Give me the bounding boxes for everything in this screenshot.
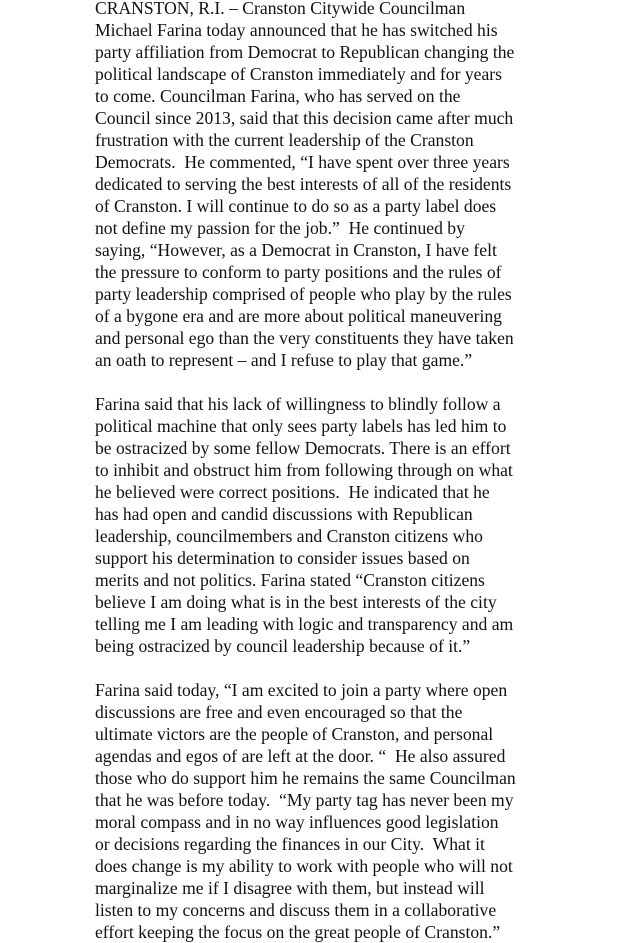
text-line: party affiliation from Democrat to Republican changing the xyxy=(95,42,515,62)
text-line: Michael Farina today announced that he has switched his xyxy=(95,20,498,40)
text-line: of a bygone era and are more about political maneuvering xyxy=(95,306,502,326)
text-line: believe I am doing what is in the best interests of the city xyxy=(95,592,497,612)
text-line: those who do support him he remains the same Councilman xyxy=(95,768,516,788)
text-line: listen to my concerns and discuss them in a collaborative xyxy=(95,900,497,920)
text-line: dedicated to serving the best interests of all of the residents xyxy=(95,174,512,194)
text-line: CRANSTON, R.I. – Cranston Citywide Councilman xyxy=(95,0,466,18)
text-line: does change is my ability to work with people who will not xyxy=(95,856,513,876)
text-line: agendas and egos of are left at the door. “ He also assured xyxy=(95,746,506,766)
text-line: political landscape of Cranston immediately and for years xyxy=(95,64,502,84)
text-line: telling me I am leading with logic and transparency and am xyxy=(95,614,514,634)
text-line: Farina said that his lack of willingness to blindly follow a xyxy=(95,394,501,414)
text-line: to inhibit and obstruct him from following through on what xyxy=(95,460,513,480)
text-line: political machine that only sees party labels has led him to xyxy=(95,416,507,436)
text-line: effort keeping the focus on the great people of Cranston.” xyxy=(95,922,501,942)
paragraph-ostracized xyxy=(95,393,640,657)
text-line: being ostracized by council leadership because of it.” xyxy=(95,636,471,656)
paragraph-excited xyxy=(95,679,640,943)
text-line: be ostracized by some fellow Democrats. There is an effort xyxy=(95,438,511,458)
text-line: party leadership comprised of people who play by the rules xyxy=(95,284,512,304)
text-line: leadership, councilmembers and Cranston citizens who xyxy=(95,526,483,546)
text-line: not define my passion for the job.” He continued by xyxy=(95,218,465,238)
text-line: he believed were correct positions. He indicated that he xyxy=(95,482,490,502)
text-line: an oath to represent – and I refuse to play that game.” xyxy=(95,350,473,370)
text-line: support his determination to consider issues based on xyxy=(95,548,470,568)
text-line: ultimate victors are the people of Cranston, and personal xyxy=(95,724,494,744)
text-line: and personal ego than the very constituents they have taken xyxy=(95,328,514,348)
text-line: saying, “However, as a Democrat in Cranston, I have felt xyxy=(95,240,497,260)
text-line: frustration with the current leadership of the Cranston xyxy=(95,130,474,150)
text-line: moral compass and in no way influences good legislation xyxy=(95,812,499,832)
text-line: of Cranston. I will continue to do so as a party label does xyxy=(95,196,497,216)
paragraph-announcement xyxy=(95,0,640,371)
text-line: that he was before today. “My party tag has never been my xyxy=(95,790,514,810)
text-line: marginalize me if I disagree with them, but instead will xyxy=(95,878,485,898)
text-line: Farina said today, “I am excited to join a party where open xyxy=(95,680,508,700)
text-line: Democrats. He commented, “I have spent over three years xyxy=(95,152,510,172)
press-release-body xyxy=(95,0,640,943)
text-line: discussions are free and even encouraged so that the xyxy=(95,702,463,722)
text-line: Council since 2013, said that this decision came after much xyxy=(95,108,514,128)
text-line: to come. Councilman Farina, who has served on the xyxy=(95,86,461,106)
text-line: has had open and candid discussions with Republican xyxy=(95,504,473,524)
text-line: merits and not politics. Farina stated “Cranston citizens xyxy=(95,570,485,590)
text-line: or decisions regarding the finances in our City. What it xyxy=(95,834,485,854)
text-line: the pressure to conform to party positions and the rules of xyxy=(95,262,502,282)
